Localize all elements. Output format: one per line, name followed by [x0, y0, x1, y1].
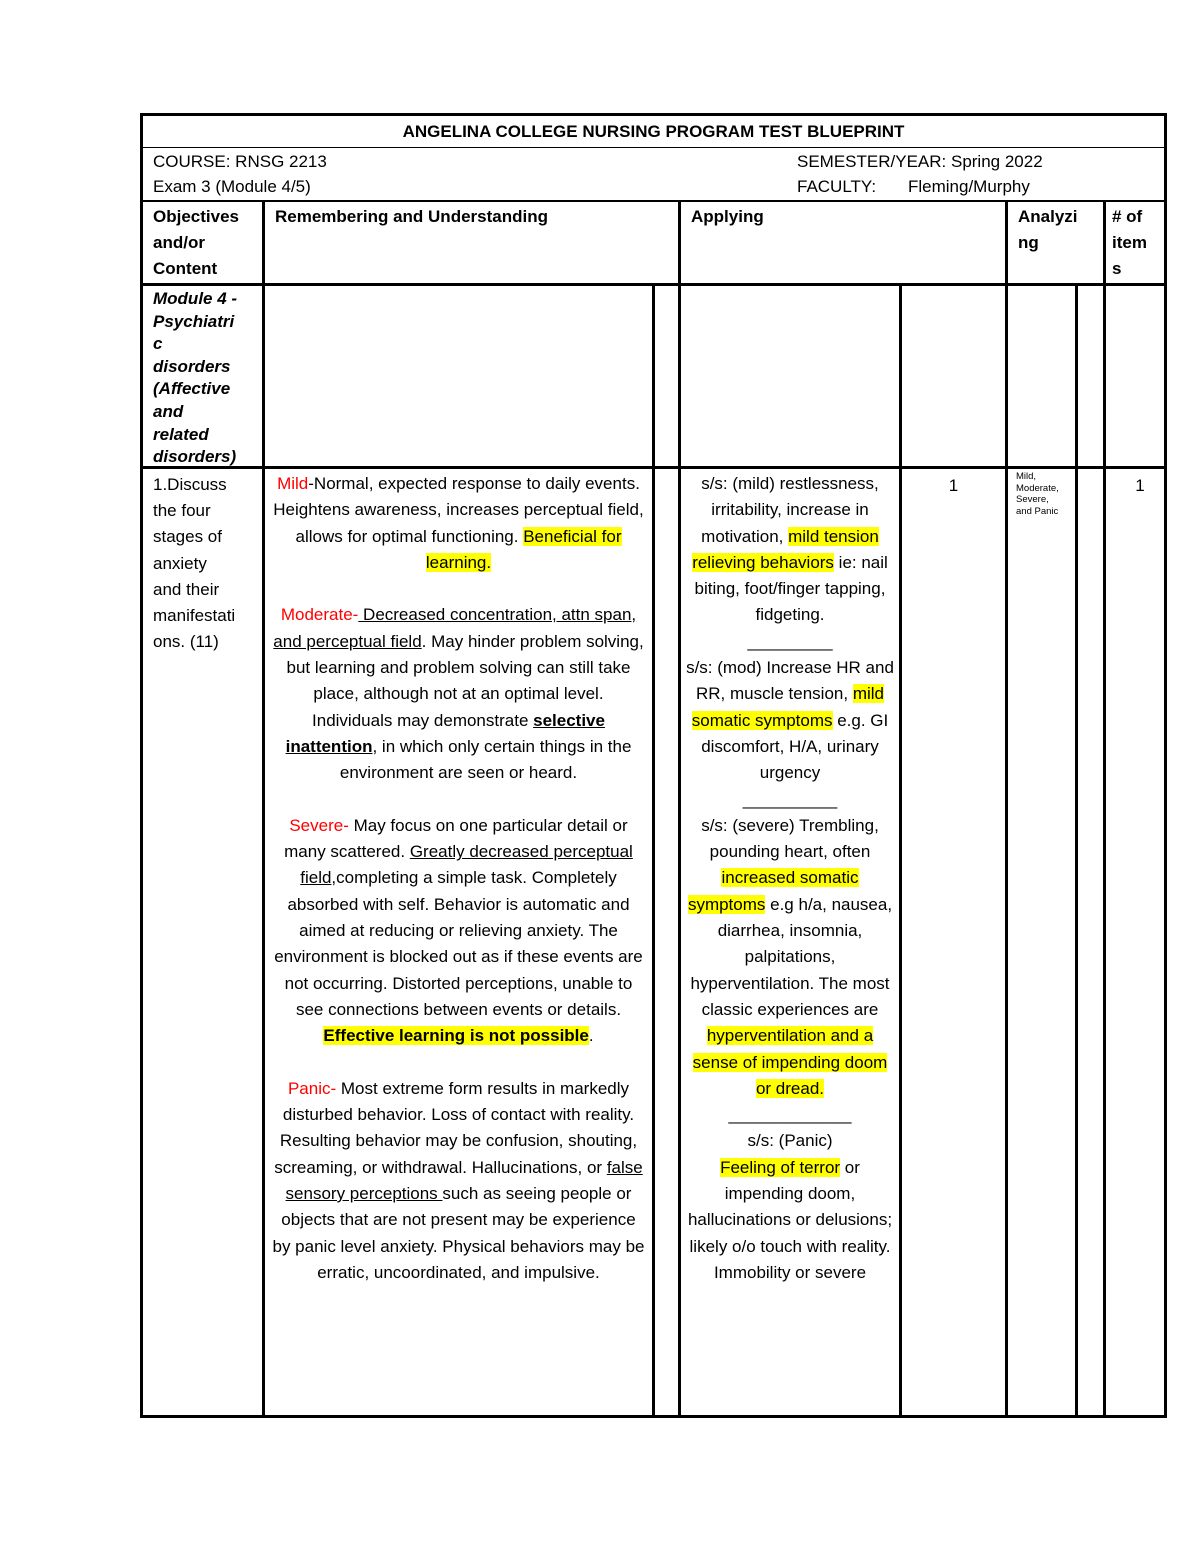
separator: _____________	[728, 1105, 852, 1125]
highlight: mild tension relieving behaviors	[692, 526, 879, 572]
analyze-item: Severe,	[1016, 494, 1049, 505]
highlight: hyperventilation and a sense of impending doom or dread.	[692, 1026, 888, 1098]
highlight: mild somatic symptoms	[691, 684, 884, 730]
objective-line: the four	[153, 501, 211, 521]
separator: __________	[742, 789, 838, 809]
stage-text: Most extreme form results in markedly disturbed behavior. Loss of contact with reality. Resulting behavior may be confusion, shouting, screaming, or withdrawal. Hallucinations, or	[274, 1078, 638, 1177]
col-analyze-edge	[1103, 202, 1106, 1415]
stage-text: May focus on one particular detail or many scattered.	[284, 815, 628, 862]
header-items-line: item	[1112, 233, 1147, 252]
highlight: Feeling of terror	[720, 1157, 841, 1177]
ss-text: restlessness, irritability, increase in motivation,	[701, 474, 879, 546]
module-title-line: disorders	[153, 356, 231, 376]
header-objectives-line: Objectives	[153, 207, 239, 226]
underlined-text: Decreased concentration, attn span, and perceptual field	[273, 605, 637, 651]
faculty-names: Fleming/Murphy	[908, 177, 1030, 196]
underlined-text: selective inattention	[285, 710, 605, 756]
course-code: COURSE: RNSG 2213	[153, 152, 327, 171]
col-apply-edge	[1005, 202, 1008, 1415]
header-items-line: s	[1112, 259, 1122, 278]
header-objectives	[143, 202, 262, 283]
test-blueprint-table	[140, 113, 1167, 1418]
apply-panic	[685, 1128, 895, 1286]
stage-severe	[271, 813, 646, 1050]
module-title-line: disorders)	[153, 447, 237, 466]
document-title: ANGELINA COLLEGE NURSING PROGRAM TEST BLUEPRINT	[402, 122, 905, 141]
header-applying: Applying	[691, 207, 764, 226]
stage-label-severe: Severe-	[289, 815, 349, 835]
objective-1	[143, 469, 262, 1415]
stage-text: , in which only certain things in the environment are seen or heard.	[339, 736, 632, 783]
highlight: Effective learning is not possible	[323, 1026, 589, 1046]
analyze-item: Moderate,	[1016, 482, 1059, 494]
ss-heading: s/s: (mild)	[701, 474, 775, 493]
faculty-label: FACULTY:	[797, 177, 877, 196]
stage-moderate	[271, 602, 646, 786]
module-title-line: and	[153, 401, 184, 421]
header-objectives-line: Content	[153, 259, 218, 278]
highlight: increased somatic symptoms	[687, 868, 859, 914]
stage-text: . May hinder problem solving, but learning and problem solving can still take place, although not at an optimal level. Individuals may demonstrate	[286, 631, 644, 730]
ss-text: Trembling, pounding heart, often	[709, 815, 879, 862]
stage-text: such as seeing people or objects that are not present may be experience by panic level anxiety. Physical behaviors may be erratic, uncoordinated, and impulsive.	[272, 1184, 645, 1282]
ss-heading: s/s: (mod)	[686, 658, 762, 678]
objective-line: 1.Discuss	[153, 475, 227, 494]
analyzing-stages-list	[1008, 469, 1075, 549]
highlight: Beneficial for learning.	[425, 526, 622, 572]
stage-label-mild: Mild	[277, 474, 309, 493]
analyze-item: Mild,	[1016, 471, 1037, 482]
stage-label-moderate: Moderate-	[280, 605, 359, 625]
applying-count: 1	[948, 476, 959, 495]
objective-line: stages of	[153, 527, 222, 547]
ss-text: ie: nail biting, foot/finger tapping, fidgeting.	[694, 552, 888, 625]
ss-heading: s/s: (Panic)	[747, 1131, 833, 1151]
stage-mild	[271, 471, 646, 576]
stage-text: -Normal, expected response to daily events. Heightens awareness, increases perceptual field, allows for optimal functioning.	[273, 474, 644, 546]
apply-mild	[685, 471, 895, 629]
applying-content	[681, 469, 899, 1415]
underlined-text: false sensory perceptions	[285, 1157, 643, 1204]
module-title-line: Module 4 -	[153, 289, 238, 308]
module-title-line: Psychiatri	[153, 311, 235, 331]
analyze-item: and Panic	[1016, 505, 1059, 517]
apply-severe	[685, 813, 895, 1102]
header-remembering: Remembering and Understanding	[275, 207, 548, 226]
header-item-count	[1106, 202, 1164, 283]
apply-moderate	[685, 655, 895, 786]
stage-panic	[271, 1076, 646, 1286]
header-analyzing-line: ng	[1018, 233, 1039, 252]
header-items-line: # of	[1112, 207, 1143, 226]
ss-text: Increase HR and RR, muscle tension,	[695, 658, 894, 704]
module-title-line: c	[153, 334, 163, 354]
remembering-content	[265, 469, 652, 1415]
header-objectives-line: and/or	[153, 233, 205, 252]
ss-text: e.g. GI discomfort, H/A, urinary urgency	[701, 710, 889, 783]
course-info	[143, 149, 1164, 200]
ss-text: e.g h/a, nausea, diarrhea, insomnia, palpitations, hyperventilation. The most classic experiences are	[690, 894, 893, 1019]
objective-line: ons. (11)	[153, 632, 219, 652]
stage-label-panic: Panic-	[287, 1078, 337, 1098]
stage-text: ,completing a simple task. Completely absorbed with self. Behavior is automatic and aimed at reducing or relieving anxiety. The environment is blocked out as if these events are not occurring. Distorted perceptions, unable to see connections between events or details.	[274, 868, 643, 1019]
stage-text: .	[588, 1026, 594, 1046]
module-title-line: related	[153, 424, 209, 444]
item-count: 1	[1135, 476, 1145, 495]
col-apply-sub	[899, 286, 902, 1415]
semester-year: SEMESTER/YEAR: Spring 2022	[797, 152, 1043, 171]
objective-line: anxiety	[153, 553, 207, 573]
underlined-text: Greatly decreased perceptual field	[300, 842, 633, 888]
col-remember-sub	[652, 286, 655, 1415]
module-title	[143, 286, 262, 466]
header-analyzing-line: Analyzi	[1018, 207, 1078, 226]
exam-name: Exam 3 (Module 4/5)	[153, 177, 311, 196]
ss-text: or impending doom, hallucinations or delusions; likely o/o touch with reality. Immobility or severe	[687, 1157, 893, 1282]
header-analyzing	[1008, 202, 1103, 283]
col-analyze-sub	[1075, 286, 1078, 1415]
ss-heading: s/s: (severe)	[701, 815, 795, 835]
module-title-line: (Affective	[153, 379, 231, 399]
separator: _________	[747, 631, 833, 651]
objective-line: manifestati	[153, 606, 236, 626]
objective-line: and their	[153, 579, 220, 599]
